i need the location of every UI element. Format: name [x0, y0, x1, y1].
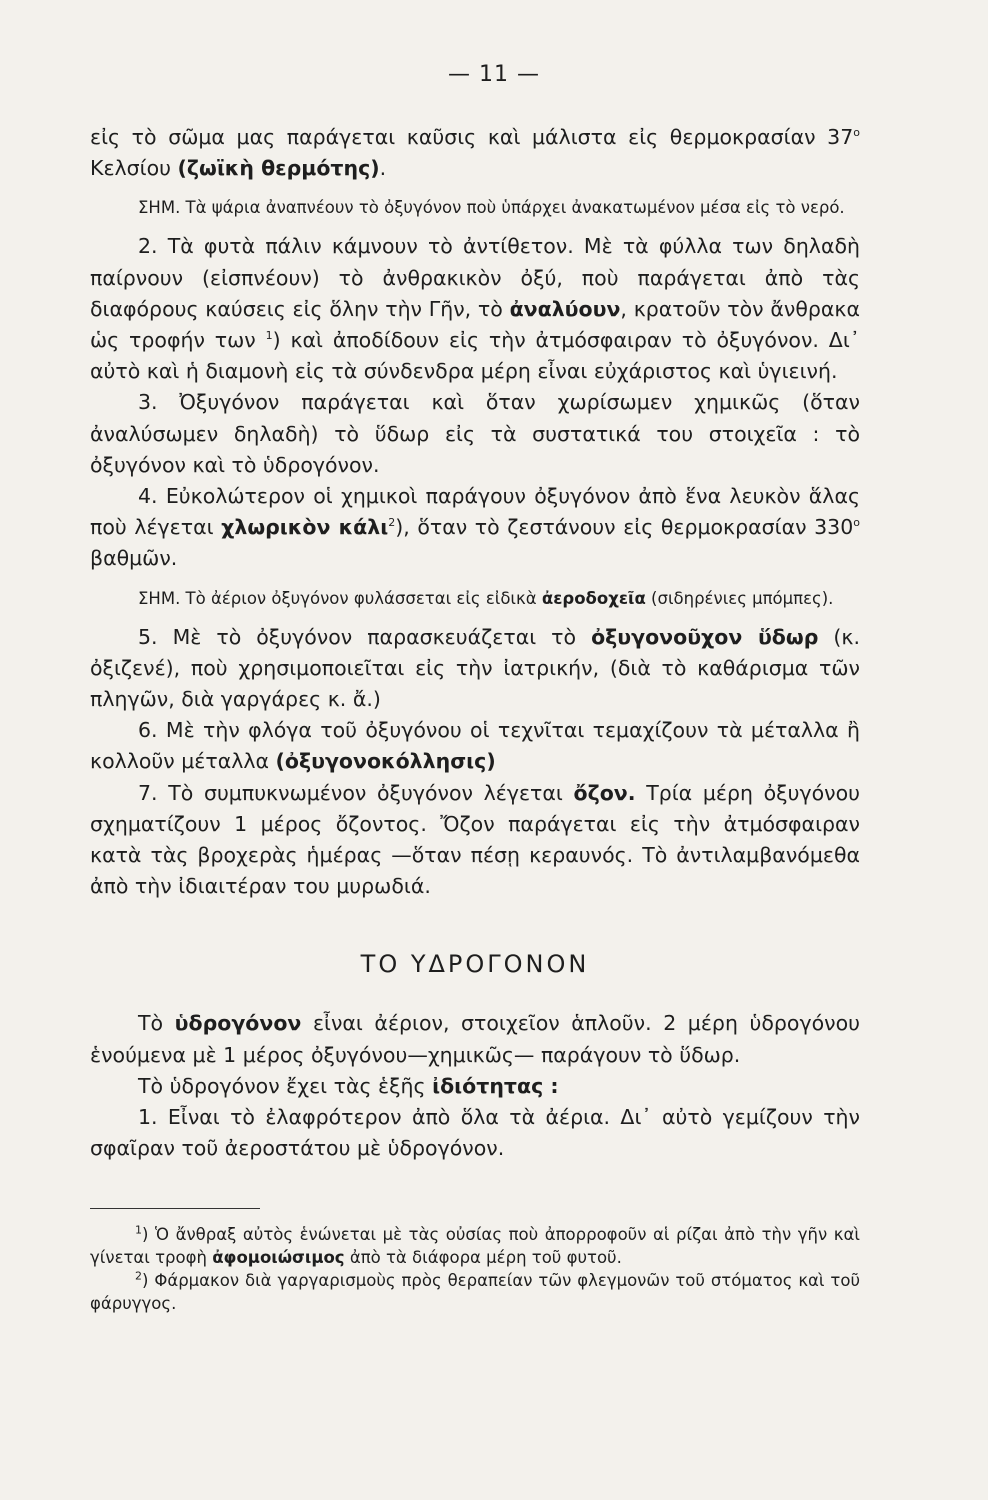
item-6-welding	[90, 715, 860, 777]
page-body	[90, 122, 860, 1315]
note-containers	[90, 587, 860, 610]
text-segment: ) Ὁ ἄνθραξ αὐτὸς ἑνώνεται μὲ τὰς οὐσίας ποὺ ἀπορροφοῦν αἱ ρίζαι ἀπὸ τὴν γῆν καὶ γίνεται τροφὴ	[90, 1225, 860, 1268]
text-segment: , κρατοῦν τὸν ἄνθρακα ὡς τροφήν των	[90, 296, 860, 353]
bold-term: ὀξυγονοῦχον ὕδωρ	[591, 624, 819, 649]
text-segment: 5. Μὲ τὸ ὀξυγόνον παρασκευάζεται τὸ	[138, 624, 592, 649]
text-segment: βαθμῶν.	[90, 546, 178, 571]
text-segment: 4. Εὐκολώτερον οἱ χημικοὶ παράγουν ὀξυγόνον ἀπὸ ἕνα λευκὸν ἅλας ποὺ λέγεται	[90, 484, 860, 540]
footnote-divider	[90, 1208, 260, 1209]
text-segment: .	[379, 156, 387, 181]
item-3-water: 3. Ὀξυγόνον παράγεται καὶ ὅταν χωρίσωμεν χημικῶς (ὅταν ἀναλύσωμεν δηλαδὴ) τὸ ὕδωρ εἰς τὰ συστατικά του στοιχεῖα : τὸ ὀξυγόνον καὶ τὸ ὑδρογόνον.	[90, 390, 860, 477]
footnote-ref-1: 1	[265, 329, 273, 343]
text-segment: Τὸ	[138, 1011, 175, 1036]
bold-term: ἰδιότητας :	[432, 1073, 559, 1098]
section-heading: ΤΟ ΥΔΡΟΓΟΝΟΝ	[360, 950, 590, 979]
item-7-ozone	[90, 778, 860, 903]
footnote-ref-2: 2	[388, 516, 396, 530]
page-number: — 11 —	[448, 62, 540, 87]
note-fish: ΣΗΜ. Τὰ ψάρια ἀναπνέουν τὸ ὀξυγόνον ποὺ ὑπάρχει ἀνακατωμένον μέσα εἰς τὸ νερό.	[138, 198, 845, 218]
text-segment: ἀπὸ τὰ διάφορα μέρη τοῦ φυτοῦ.	[344, 1248, 622, 1268]
text-segment: 7. Τὸ συμπυκνωμένον ὀξυγόνον λέγεται	[138, 780, 574, 805]
text-segment: (σιδηρένιες μπόμπες).	[645, 588, 834, 608]
text-segment: ), ὅταν τὸ ζεστάνουν εἰς θερμοκρασίαν 330	[395, 515, 854, 540]
text-segment: Κελσίου	[90, 156, 178, 181]
text-segment: ) Φάρμακον διὰ γαργαρισμοὺς πρὸς θεραπείαν τῶν φλεγμονῶν τοῦ στόματος καὶ τοῦ φάρυγγος.	[90, 1271, 860, 1314]
footnote-1	[90, 1223, 860, 1269]
text-segment: ΣΗΜ. Τὸ ἀέριον ὀξυγόνον φυλάσσεται εἰς εἰδικὰ	[138, 588, 542, 608]
text-segment: Τὸ ὑδρογόνον ἔχει τὰς ἑξῆς	[138, 1073, 433, 1098]
item-4-potassium	[90, 481, 860, 575]
text-segment: (κ. ὀξιζενέ), ποὺ χρησιμοποιεῖται εἰς τὴν ἰατρικήν, (διὰ τὸ καθάρισμα τῶν πληγῶν, διὰ γαργάρες κ. ἄ.)	[90, 624, 860, 712]
degree-mark: ο	[853, 516, 860, 530]
footnote-2	[90, 1269, 860, 1315]
bold-term: ἀναλύουν	[509, 296, 621, 321]
bold-term: ἀφομοιώσιμος	[212, 1248, 345, 1268]
bold-term: ὑδρογόνον	[174, 1011, 302, 1036]
hydrogen-intro	[90, 1008, 860, 1070]
text-segment: εἶναι ἀέριον, στοιχεῖον ἁπλοῦν. 2 μέρη ὑδρογόνου ἑνούμενα μὲ 1 μέρος ὀξυγόνου—χημικῶς— παράγουν τὸ ὕδωρ.	[90, 1011, 860, 1067]
text-segment: ) καὶ ἀποδίδουν εἰς τὴν ἀτμόσφαιραν τὸ ὀξυγόνον. Δι᾽ αὐτὸ καὶ ἡ διαμονὴ εἰς τὰ σύνδενδρα μέρη εἶναι εὐχάριστος καὶ ὑγιεινή.	[90, 328, 861, 384]
bold-term: ὄζον.	[573, 780, 636, 805]
degree-mark: ο	[853, 126, 860, 140]
hydrogen-properties-lead	[90, 1071, 860, 1102]
bold-term: (ζωϊκὴ θερμότης)	[177, 156, 380, 181]
bold-term: (ὀξυγονοκόλλησις)	[275, 749, 496, 774]
bold-term: ἀεροδοχεῖα	[541, 588, 646, 608]
bold-term: χλωρικὸν κάλι	[221, 515, 389, 540]
item-2-plants	[90, 231, 860, 387]
text-segment: εἰς τὸ σῶμα μας παράγεται καῦσις καὶ μάλιστα εἰς θερμοκρασίαν 37	[90, 125, 854, 149]
footnote-mark: 1	[135, 1223, 142, 1237]
text-segment: Τρία μέρη ὀξυγόνου σχηματίζουν 1 μέρος ὄζοντος. Ὄζον παράγεται εἰς τὴν ἀτμόσφαιραν κατὰ τὰς βροχερὰς ἡμέρας —ὅταν πέσῃ κεραυνός. Τὸ ἀντιλαμβανόμεθα ἀπὸ τὴν ἰδιαιτέραν του μυρωδιά.	[90, 780, 861, 899]
paragraph-body-heat	[90, 122, 860, 184]
text-segment: 2. Τὰ φυτὰ πάλιν κάμνουν τὸ ἀντίθετον. Μὲ τὰ φύλλα των δηλαδὴ παίρνουν (εἰσπνέουν) τὸ ἀνθρακικὸν ὀξύ, ποὺ παράγεται ἀπὸ τὰς διαφόρους καύσεις εἰς ὅλην τὴν Γῆν, τὸ	[90, 234, 860, 321]
item-5-peroxide	[90, 622, 860, 716]
text-segment: 6. Μὲ τὴν φλόγα τοῦ ὀξυγόνου οἱ τεχνῖται τεμαχίζουν τὰ μέταλλα ἢ κολλοῦν μέταλλα	[90, 718, 860, 774]
footnote-mark: 2	[135, 1269, 142, 1283]
hydrogen-property-1: 1. Εἶναι τὸ ἐλαφρότερον ἀπὸ ὅλα τὰ ἀέρια. Δι᾽ αὐτὸ γεμίζουν τὴν σφαῖραν τοῦ ἀεροστάτου μὲ ὑδρογόνον.	[90, 1105, 860, 1161]
